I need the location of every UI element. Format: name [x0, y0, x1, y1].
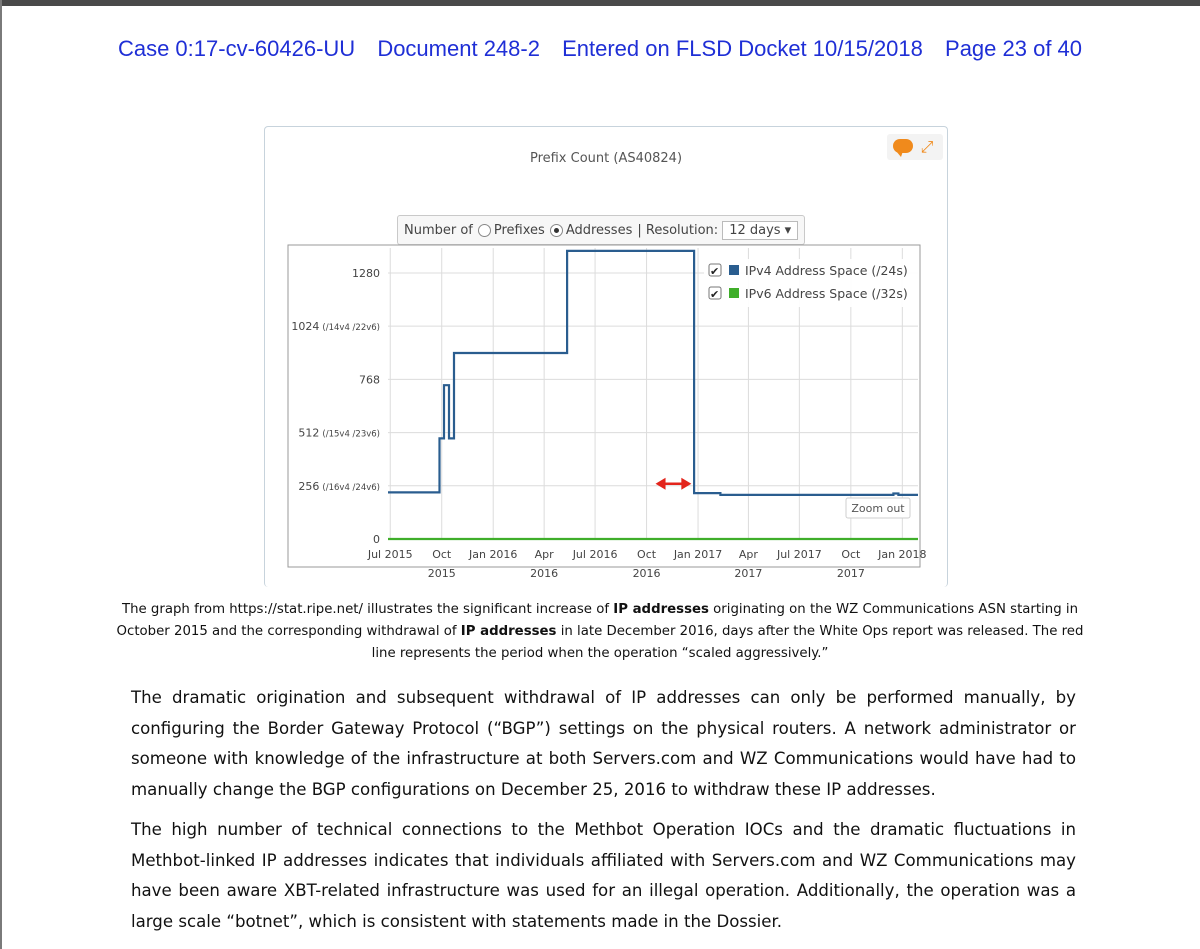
x-tick-year-label: 2016	[632, 567, 661, 580]
caption-text-2: originating on the WZ Communications ASN starting in October 2015 and the corresponding withdrawal of	[116, 602, 1079, 639]
x-tick-label: Jan 2016	[468, 548, 518, 561]
legend-swatch	[729, 288, 739, 298]
y-tick-label: 1280	[352, 266, 380, 280]
x-tick-label: Jan 2018	[878, 548, 927, 561]
page-number: Page 23 of 40	[945, 36, 1083, 61]
x-tick-label: Jan 2017	[673, 548, 723, 561]
prefixes-label[interactable]: Prefixes	[493, 222, 545, 238]
x-tick-label: Jul 2017	[776, 548, 822, 561]
checkmark-icon: ✔	[710, 265, 720, 278]
x-tick-year-label: 2017	[836, 567, 865, 580]
body-paragraph-1: The dramatic origination and subsequent withdrawal of IP addresses can only be performed manually, by configuring the Border Gateway Protocol (“BGP”) settings on the physical routers. A network administrator or someone with knowledge of the infrastructure at both Servers.com and WZ Communications would have had to manually change the BGP configurations on December 25, 2016 to withdraw these IP addresses.	[131, 688, 1076, 799]
figure-caption	[116, 599, 1084, 665]
legend-label: IPv6 Address Space (/32s)	[745, 286, 908, 301]
caption-bold-1: IP addresses	[613, 602, 709, 617]
caption-text-3: in late December 2016, days after the White Ops report was released. The red line represents the period when the operation “scaled aggressively.”	[371, 624, 1084, 661]
expand-icon[interactable]: ⤢	[920, 137, 934, 156]
x-tick-label: Oct	[841, 548, 861, 561]
addresses-label[interactable]: Addresses	[565, 222, 633, 238]
document-number: Document 248-2	[377, 36, 540, 61]
resolution-label: | Resolution:	[637, 222, 719, 238]
y-tick-label: 0	[373, 533, 380, 546]
case-number: Case 0:17-cv-60426-UU	[117, 36, 356, 61]
y-tick-label: 256 (/16v4 /24v6)	[298, 479, 380, 493]
chart-legend	[704, 259, 918, 307]
checkmark-icon: ✔	[710, 288, 720, 301]
y-tick-label: 512 (/15v4 /23v6)	[298, 426, 380, 440]
body-paragraph-2: The high number of technical connections to the Methbot Operation IOCs and the dramatic fluctuations in Methbot-linked IP addresses indicates that individuals affiliated with Servers.com and WZ Communications may have been aware XBT-related infrastructure was used for an illegal operation. Additionally, the operation was a large scale “botnet”, which is consistent with statements made in the Dossier.	[131, 820, 1076, 931]
x-tick-year-label: 2016	[530, 567, 559, 580]
widget-title: Prefix Count (AS40824)	[529, 151, 683, 166]
x-tick-label: Apr	[738, 548, 758, 561]
x-tick-year-label: 2015	[427, 567, 456, 580]
caption-text-1: The graph from https://stat.ripe.net/ illustrates the significant increase of	[121, 602, 614, 617]
zoom-out-button[interactable]	[846, 498, 910, 518]
y-tick-label: 1024 (/14v4 /22v6)	[291, 320, 380, 334]
docket-entry: Entered on FLSD Docket 10/15/2018	[562, 36, 923, 61]
x-tick-label: Apr	[534, 548, 554, 561]
legend-swatch	[729, 265, 739, 275]
zoom-out-label: Zoom out	[851, 502, 905, 515]
x-tick-label: Jul 2015	[367, 548, 413, 561]
x-tick-year-label: 2017	[734, 567, 763, 580]
x-tick-label: Oct	[432, 548, 452, 561]
x-tick-label: Oct	[637, 548, 657, 561]
caption-bold-2: IP addresses	[460, 624, 557, 639]
number-of-label: Number of	[404, 222, 473, 238]
legend-label: IPv4 Address Space (/24s)	[745, 263, 908, 278]
x-tick-label: Jul 2016	[572, 548, 618, 561]
y-tick-label: 768	[359, 373, 380, 387]
resolution-select[interactable]: 12 days ▾	[722, 221, 798, 240]
